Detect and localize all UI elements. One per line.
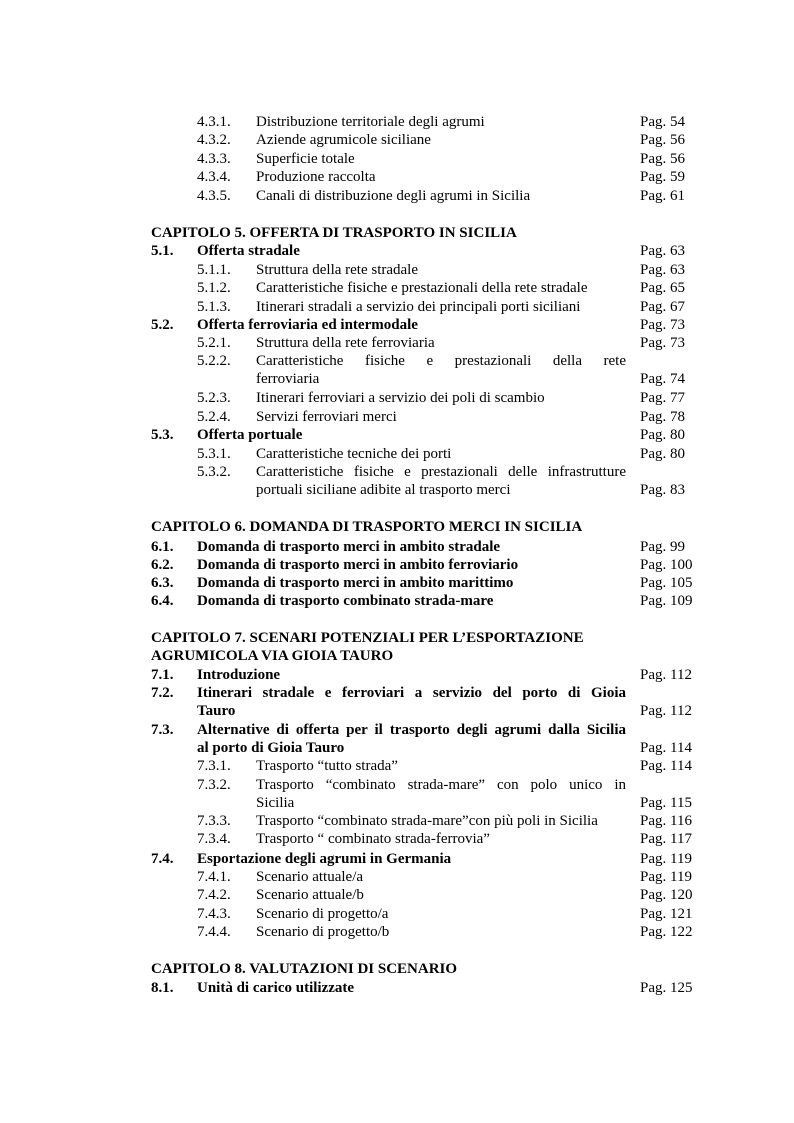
entry-number: 5.3. [151, 427, 174, 443]
entry-number: 5.3.1. [197, 446, 231, 462]
entry-title: Caratteristiche fisiche e prestazionali della rete stradale [256, 280, 588, 296]
toc-section [0, 592, 794, 610]
entry-number: 4.3.3. [197, 151, 231, 167]
page-number: Pag. 116 [640, 813, 692, 829]
toc-subsection [0, 352, 794, 388]
entry-title: Trasporto “combinato strada-mare”con più poli in Sicilia [256, 813, 598, 829]
toc-section [0, 426, 794, 444]
toc-subsection [0, 113, 794, 131]
entry-number: 7.4.2. [197, 887, 231, 903]
toc-subsection [0, 812, 794, 830]
entry-title: Scenario attuale/a [256, 869, 364, 885]
toc-subsection [0, 757, 794, 775]
entry-title: Itinerari stradale e ferroviari a servizio del porto di Gioia [197, 685, 626, 701]
entry-number: 5.2.1. [197, 335, 231, 351]
entry-number: 5.2.3. [197, 390, 231, 406]
page-number: Pag. 80 [640, 446, 685, 462]
entry-number: 4.3.1. [197, 114, 231, 130]
chapter-heading [0, 518, 794, 536]
entry-title: portuali siciliane adibite al trasporto merci [256, 482, 511, 498]
entry-number: 7.1. [151, 667, 174, 683]
toc-subsection [0, 298, 794, 316]
entry-title: Alternative di offerta per il trasporto degli agrumi dalla Sicilia [197, 722, 626, 738]
page-number: Pag. 73 [640, 335, 685, 351]
entry-title: Domanda di trasporto merci in ambito marittimo [197, 575, 514, 591]
entry-title: Scenario di progetto/b [256, 924, 390, 940]
entry-title: Servizi ferroviari merci [256, 409, 397, 425]
entry-number: 5.1.1. [197, 262, 231, 278]
entry-title: Unità di carico utilizzate [197, 980, 355, 996]
page-number: Pag. 115 [640, 795, 692, 811]
entry-number: 5.2. [151, 317, 174, 333]
entry-title: Domanda di trasporto merci in ambito stradale [197, 539, 501, 555]
entry-number: 4.3.4. [197, 169, 231, 185]
page-number: Pag. 120 [640, 887, 693, 903]
chapter-heading [0, 224, 794, 242]
toc-subsection [0, 868, 794, 886]
entry-title: Produzione raccolta [256, 169, 376, 185]
entry-number: 5.2.2. [197, 353, 231, 369]
entry-number: 4.3.5. [197, 188, 231, 204]
toc-section [0, 979, 794, 997]
entry-number: 7.3.2. [197, 777, 231, 793]
page-number: Pag. 112 [640, 703, 692, 719]
page-number: Pag. 73 [640, 317, 685, 333]
entry-title: Distribuzione territoriale degli agrumi [256, 114, 485, 130]
toc-subsection [0, 923, 794, 941]
page-number: Pag. 121 [640, 906, 693, 922]
entry-number: 6.1. [151, 539, 174, 555]
chapter-heading [0, 960, 794, 978]
toc-section [0, 538, 794, 556]
entry-title: CAPITOLO 6. DOMANDA DI TRASPORTO MERCI IN SICILIA [151, 519, 583, 535]
page-number: Pag. 63 [640, 243, 685, 259]
toc-subsection [0, 279, 794, 297]
entry-number: 5.1. [151, 243, 174, 259]
page-number: Pag. 99 [640, 539, 685, 555]
entry-title: Caratteristiche fisiche e prestazionali delle infrastrutture [256, 464, 626, 480]
entry-number: 5.1.2. [197, 280, 231, 296]
page-number: Pag. 74 [640, 371, 685, 387]
entry-title: Struttura della rete stradale [256, 262, 419, 278]
page-number: Pag. 114 [640, 758, 692, 774]
page-number: Pag. 117 [640, 831, 692, 847]
entry-number: 7.3. [151, 722, 174, 738]
entry-title: Caratteristiche tecniche dei porti [256, 446, 452, 462]
entry-title: Scenario di progetto/a [256, 906, 389, 922]
toc-section [0, 556, 794, 574]
page-number: Pag. 56 [640, 151, 685, 167]
entry-title: Offerta portuale [197, 427, 303, 443]
entry-number: 5.3.2. [197, 464, 231, 480]
toc-subsection [0, 776, 794, 812]
entry-number: 7.3.3. [197, 813, 231, 829]
page-number: Pag. 78 [640, 409, 685, 425]
page-number: Pag. 109 [640, 593, 693, 609]
toc-subsection [0, 445, 794, 463]
page-number: Pag. 119 [640, 869, 692, 885]
entry-title: Offerta stradale [197, 243, 300, 259]
page-number: Pag. 112 [640, 667, 692, 683]
toc-subsection [0, 886, 794, 904]
entry-number: 7.3.4. [197, 831, 231, 847]
entry-title: ferroviaria [256, 371, 320, 387]
page-number: Pag. 77 [640, 390, 685, 406]
page-number: Pag. 59 [640, 169, 685, 185]
entry-title: Struttura della rete ferroviaria [256, 335, 435, 351]
toc-subsection [0, 389, 794, 407]
page-number: Pag. 65 [640, 280, 685, 296]
entry-title: Aziende agrumicole siciliane [256, 132, 431, 148]
toc-subsection [0, 150, 794, 168]
entry-title: Trasporto “ combinato strada-ferrovia” [256, 831, 490, 847]
entry-number: 7.3.1. [197, 758, 231, 774]
toc-subsection [0, 261, 794, 279]
toc-section [0, 242, 794, 260]
page-number: Pag. 54 [640, 114, 685, 130]
entry-number: 7.4.3. [197, 906, 231, 922]
entry-title: Itinerari ferroviari a servizio dei poli di scambio [256, 390, 545, 406]
page-number: Pag. 105 [640, 575, 693, 591]
toc-subsection [0, 463, 794, 499]
entry-number: 7.4.1. [197, 869, 231, 885]
toc-subsection [0, 408, 794, 426]
entry-title: Caratteristiche fisiche e prestazionali della rete [256, 353, 626, 369]
toc-subsection [0, 131, 794, 149]
entry-number: 5.1.3. [197, 299, 231, 315]
page-number: Pag. 100 [640, 557, 693, 573]
entry-title: Esportazione degli agrumi in Germania [197, 851, 452, 867]
toc-subsection [0, 168, 794, 186]
entry-title: CAPITOLO 5. OFFERTA DI TRASPORTO IN SICILIA [151, 225, 517, 241]
entry-title: Tauro [197, 703, 236, 719]
toc-section [0, 721, 794, 757]
toc-section [0, 316, 794, 334]
entry-number: 7.4.4. [197, 924, 231, 940]
toc-subsection [0, 830, 794, 848]
entry-number: 7.2. [151, 685, 174, 701]
entry-title: Trasporto “tutto strada” [256, 758, 398, 774]
entry-title: Domanda di trasporto combinato strada-mare [197, 593, 494, 609]
entry-title: Itinerari stradali a servizio dei principali porti siciliani [256, 299, 581, 315]
toc-subsection [0, 334, 794, 352]
toc-section [0, 666, 794, 684]
entry-title: Superficie totale [256, 151, 355, 167]
entry-title: Introduzione [197, 667, 281, 683]
page-number: Pag. 67 [640, 299, 685, 315]
entry-number: 6.4. [151, 593, 174, 609]
entry-title: al porto di Gioia Tauro [197, 740, 345, 756]
toc-subsection [0, 905, 794, 923]
page-number: Pag. 63 [640, 262, 685, 278]
entry-number: 6.3. [151, 575, 174, 591]
page-number: Pag. 122 [640, 924, 693, 940]
toc-section [0, 684, 794, 720]
entry-number: 7.4. [151, 851, 174, 867]
entry-number: 4.3.2. [197, 132, 231, 148]
page-number: Pag. 80 [640, 427, 685, 443]
entry-title: Sicilia [256, 795, 295, 811]
entry-title: CAPITOLO 8. VALUTAZIONI DI SCENARIO [151, 961, 458, 977]
toc-subsection [0, 187, 794, 205]
entry-number: 5.2.4. [197, 409, 231, 425]
toc-section [0, 850, 794, 868]
entry-title: Offerta ferroviaria ed intermodale [197, 317, 418, 333]
entry-number: 8.1. [151, 980, 174, 996]
entry-title: Trasporto “combinato strada-mare” con polo unico in [256, 777, 626, 793]
page-number: Pag. 125 [640, 980, 693, 996]
page-number: Pag. 83 [640, 482, 685, 498]
page-number: Pag. 119 [640, 851, 692, 867]
entry-title: CAPITOLO 7. SCENARI POTENZIALI PER L’ESPORTAZIONE [151, 630, 584, 646]
chapter-heading [0, 629, 794, 665]
page-number: Pag. 61 [640, 188, 685, 204]
toc-section [0, 574, 794, 592]
entry-number: 6.2. [151, 557, 174, 573]
entry-title: Canali di distribuzione degli agrumi in Sicilia [256, 188, 531, 204]
page-number: Pag. 114 [640, 740, 692, 756]
entry-title: AGRUMICOLA VIA GIOIA TAURO [151, 648, 394, 664]
page-number: Pag. 56 [640, 132, 685, 148]
entry-title: Scenario attuale/b [256, 887, 364, 903]
entry-title: Domanda di trasporto merci in ambito ferroviario [197, 557, 519, 573]
